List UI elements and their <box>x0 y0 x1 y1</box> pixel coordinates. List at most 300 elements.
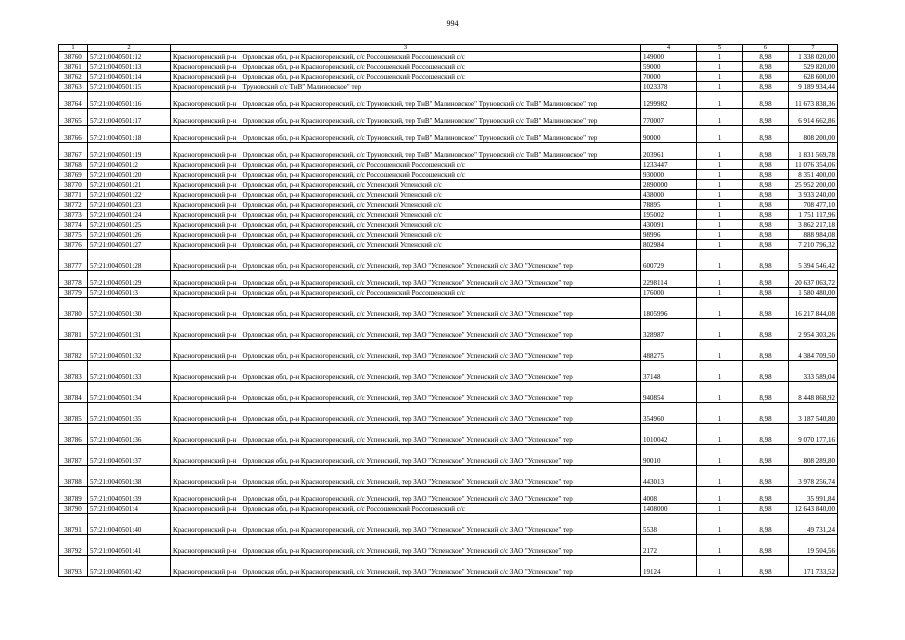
quantity-value: 1 <box>697 556 743 577</box>
region-name: Красногоренский р-н <box>173 436 237 444</box>
cadastral-number: 57:21:0040501:25 <box>88 220 171 230</box>
table-row <box>59 361 838 382</box>
rate-value: 8,98 <box>743 240 789 250</box>
address-text: Орловская обл, р-н Красногоренский, с/с Успенский, тер ЗАО "Успенское" Успенский с/с ЗАО "Успенское" тер <box>242 478 573 486</box>
address-cell <box>171 504 641 514</box>
total-value: 4 384 709,50 <box>789 340 838 361</box>
quantity-value: 1 <box>697 62 743 72</box>
region-name: Красногоренский р-н <box>173 201 237 209</box>
quantity-value: 1 <box>697 298 743 319</box>
quantity-value: 1 <box>697 126 743 143</box>
total-value: 1 831 569,78 <box>789 143 838 160</box>
address-text: Орловская обл, р-н Красногоренский, с/с Успенский, тер ЗАО "Успенское" Успенский с/с ЗАО "Успенское" тер <box>242 495 573 503</box>
table-row <box>59 535 838 556</box>
address-text: Орловская обл, р-н Красногоренский, с/с Успенский Успенский с/с <box>242 231 442 239</box>
cadastral-table <box>58 44 838 577</box>
cadastral-number: 57:21:0040501:24 <box>88 210 171 220</box>
table-row <box>59 92 838 109</box>
area-value: 354960 <box>641 403 697 424</box>
region-name: Красногоренский р-н <box>173 310 237 318</box>
cadastral-number: 57:21:0040501:3 <box>88 288 171 298</box>
header-cell-6: 6 <box>743 45 789 52</box>
row-id: 38761 <box>59 62 88 72</box>
area-value: 940854 <box>641 382 697 403</box>
address-cell <box>171 82 641 92</box>
rate-value: 8,98 <box>743 92 789 109</box>
address-text: Орловская обл, р-н Красногоренский, с/с Успенский, тер ЗАО "Успенское" Успенский с/с ЗАО "Успенское" тер <box>242 352 573 360</box>
table-row <box>59 160 838 170</box>
region-name: Красногоренский р-н <box>173 191 237 199</box>
region-name: Красногоренский р-н <box>173 161 237 169</box>
rate-value: 8,98 <box>743 143 789 160</box>
address-text: Орловская обл, р-н Красногоренский, с/с Успенский Успенский с/с <box>242 221 442 229</box>
address-cell <box>171 445 641 466</box>
table-row <box>59 556 838 577</box>
address-text: Орловская обл, р-н Красногоренский, с/с Россошенский Россошенский с/с <box>242 289 465 297</box>
address-text: Орловская обл, р-н Красногоренский, с/с Россошенский Россошенский с/с <box>242 161 465 169</box>
table-row <box>59 271 838 288</box>
rate-value: 8,98 <box>743 180 789 190</box>
address-cell <box>171 126 641 143</box>
quantity-value: 1 <box>697 382 743 403</box>
table-row <box>59 445 838 466</box>
row-id: 38768 <box>59 160 88 170</box>
cadastral-number: 57:21:0040501:18 <box>88 126 171 143</box>
rate-value: 8,98 <box>743 445 789 466</box>
table-row <box>59 504 838 514</box>
cadastral-number: 57:21:0040501:27 <box>88 240 171 250</box>
cadastral-number: 57:21:0040501:37 <box>88 445 171 466</box>
table-row <box>59 424 838 445</box>
address-text: Орловская обл, р-н Красногоренский, с/с Успенский, тер ЗАО "Успенское" Успенский с/с ЗАО "Успенское" тер <box>242 310 573 318</box>
quantity-value: 1 <box>697 504 743 514</box>
area-value: 19124 <box>641 556 697 577</box>
region-name: Красногоренский р-н <box>173 134 237 142</box>
cadastral-number: 57:21:0040501:40 <box>88 514 171 535</box>
cadastral-number: 57:21:0040501:14 <box>88 72 171 82</box>
quantity-value: 1 <box>697 230 743 240</box>
area-value: 600729 <box>641 250 697 271</box>
row-id: 38785 <box>59 403 88 424</box>
rate-value: 8,98 <box>743 52 789 62</box>
region-name: Красногоренский р-н <box>173 241 237 249</box>
total-value: 5 394 546,42 <box>789 250 838 271</box>
rate-value: 8,98 <box>743 504 789 514</box>
region-name: Красногоренский р-н <box>173 394 237 402</box>
table-row <box>59 109 838 126</box>
row-id: 38788 <box>59 466 88 487</box>
total-value: 25 952 200,00 <box>789 180 838 190</box>
rate-value: 8,98 <box>743 160 789 170</box>
address-text: Орловская обл, р-н Красногоренский, с/с Россошенский Россошенский с/с <box>242 53 465 61</box>
rate-value: 8,98 <box>743 298 789 319</box>
address-text: Орловская обл, р-н Красногоренский, с/с Успенский, тер ЗАО "Успенское" Успенский с/с ЗАО "Успенское" тер <box>242 279 573 287</box>
address-cell <box>171 361 641 382</box>
table-row <box>59 220 838 230</box>
rate-value: 8,98 <box>743 230 789 240</box>
region-name: Красногоренский р-н <box>173 526 237 534</box>
cadastral-number: 57:21:0040501:22 <box>88 190 171 200</box>
table-row <box>59 514 838 535</box>
rate-value: 8,98 <box>743 220 789 230</box>
area-value: 78895 <box>641 200 697 210</box>
quantity-value: 1 <box>697 160 743 170</box>
header-cell-3: 3 <box>171 45 641 52</box>
total-value: 19 504,56 <box>789 535 838 556</box>
row-id: 38769 <box>59 170 88 180</box>
address-text: Орловская обл, р-н Красногоренский, с/с Успенский Успенский с/с <box>242 201 442 209</box>
area-value: 70000 <box>641 72 697 82</box>
area-value: 5538 <box>641 514 697 535</box>
rate-value: 8,98 <box>743 190 789 200</box>
cadastral-number: 57:21:0040501:32 <box>88 340 171 361</box>
table-row <box>59 126 838 143</box>
header-cell-4: 4 <box>641 45 697 52</box>
area-value: 4008 <box>641 487 697 504</box>
row-id: 38783 <box>59 361 88 382</box>
row-id: 38780 <box>59 298 88 319</box>
row-id: 38763 <box>59 82 88 92</box>
quantity-value: 1 <box>697 403 743 424</box>
cadastral-number: 57:21:0040501:23 <box>88 200 171 210</box>
header-cell-7: 7 <box>789 45 838 52</box>
table-row <box>59 487 838 504</box>
table-row <box>59 52 838 62</box>
total-value: 808 200,00 <box>789 126 838 143</box>
address-cell <box>171 403 641 424</box>
table-row <box>59 340 838 361</box>
cadastral-number: 57:21:0040501:17 <box>88 109 171 126</box>
row-id: 38787 <box>59 445 88 466</box>
address-cell <box>171 170 641 180</box>
total-value: 628 600,00 <box>789 72 838 82</box>
cadastral-number: 57:21:0040501:16 <box>88 92 171 109</box>
area-value: 149000 <box>641 52 697 62</box>
quantity-value: 1 <box>697 424 743 445</box>
cadastral-number: 57:21:0040501:36 <box>88 424 171 445</box>
address-text: Орловская обл, р-н Красногоренский, с/с Россошенский Россошенский с/с <box>242 505 465 513</box>
cadastral-number: 57:21:0040501:12 <box>88 52 171 62</box>
region-name: Красногоренский р-н <box>173 53 237 61</box>
address-text: Орловская обл, р-н Красногоренский, с/с Успенский, тер ЗАО "Успенское" Успенский с/с ЗАО "Успенское" тер <box>242 331 573 339</box>
rate-value: 8,98 <box>743 319 789 340</box>
row-id: 38782 <box>59 340 88 361</box>
cadastral-number: 57:21:0040501:38 <box>88 466 171 487</box>
quantity-value: 1 <box>697 220 743 230</box>
area-value: 1233447 <box>641 160 697 170</box>
quantity-value: 1 <box>697 82 743 92</box>
table-row <box>59 319 838 340</box>
table-row <box>59 200 838 210</box>
table-row <box>59 190 838 200</box>
region-name: Красногоренский р-н <box>173 373 237 381</box>
quantity-value: 1 <box>697 445 743 466</box>
row-id: 38762 <box>59 72 88 82</box>
address-cell <box>171 382 641 403</box>
address-text: Орловская обл, р-н Красногоренский, с/с Успенский Успенский с/с <box>242 181 442 189</box>
address-cell <box>171 109 641 126</box>
table-row <box>59 72 838 82</box>
header-cell-1: 1 <box>59 45 88 52</box>
region-name: Красногоренский р-н <box>173 262 237 270</box>
cadastral-number: 57:21:0040501:35 <box>88 403 171 424</box>
header-cell-5: 5 <box>697 45 743 52</box>
table-row <box>59 288 838 298</box>
total-value: 3 933 240,00 <box>789 190 838 200</box>
quantity-value: 1 <box>697 535 743 556</box>
address-cell <box>171 288 641 298</box>
rate-value: 8,98 <box>743 361 789 382</box>
region-name: Красногоренский р-н <box>173 478 237 486</box>
address-text: Орловская обл, р-н Красногоренский, с/с Успенский Успенский с/с <box>242 211 442 219</box>
address-cell <box>171 514 641 535</box>
cadastral-number: 57:21:0040501:26 <box>88 230 171 240</box>
total-value: 3 978 256,74 <box>789 466 838 487</box>
address-cell <box>171 271 641 288</box>
quantity-value: 1 <box>697 514 743 535</box>
address-cell <box>171 424 641 445</box>
rate-value: 8,98 <box>743 72 789 82</box>
address-cell <box>171 230 641 240</box>
cadastral-number: 57:21:0040501:33 <box>88 361 171 382</box>
address-text: Орловская обл, р-н Красногоренский, с/с Успенский, тер ЗАО "Успенское" Успенский с/с ЗАО "Успенское" тер <box>242 547 573 555</box>
address-cell <box>171 180 641 190</box>
address-text: Орловская обл, р-н Красногоренский, с/с Успенский, тер ЗАО "Успенское" Успенский с/с ЗАО "Успенское" тер <box>242 436 573 444</box>
address-text: Орловская обл, р-н Красногоренский, с/с Труновский, тер ТнВ" Малиновское" Труновский с/с ТнВ" Малиновское" тер <box>242 151 598 159</box>
address-cell <box>171 190 641 200</box>
region-name: Красногоренский р-н <box>173 83 237 91</box>
row-id: 38765 <box>59 109 88 126</box>
quantity-value: 1 <box>697 210 743 220</box>
table-row <box>59 143 838 160</box>
region-name: Красногоренский р-н <box>173 171 237 179</box>
row-id: 38781 <box>59 319 88 340</box>
table-row <box>59 382 838 403</box>
address-cell <box>171 143 641 160</box>
region-name: Красногоренский р-н <box>173 73 237 81</box>
area-value: 59000 <box>641 62 697 72</box>
total-value: 1 580 480,00 <box>789 288 838 298</box>
row-id: 38770 <box>59 180 88 190</box>
row-id: 38790 <box>59 504 88 514</box>
area-value: 176000 <box>641 288 697 298</box>
address-text: Орловская обл, р-н Красногоренский, с/с Россошенский Россошенский с/с <box>242 171 465 179</box>
area-value: 90010 <box>641 445 697 466</box>
quantity-value: 1 <box>697 240 743 250</box>
total-value: 808 289,80 <box>789 445 838 466</box>
area-value: 430091 <box>641 220 697 230</box>
cadastral-number: 57:21:0040501:20 <box>88 170 171 180</box>
total-value: 171 733,52 <box>789 556 838 577</box>
rate-value: 8,98 <box>743 466 789 487</box>
cadastral-number: 57:21:0040501:28 <box>88 250 171 271</box>
area-value: 1010042 <box>641 424 697 445</box>
quantity-value: 1 <box>697 288 743 298</box>
total-value: 9 070 177,16 <box>789 424 838 445</box>
region-name: Красногоренский р-н <box>173 352 237 360</box>
total-value: 11 673 838,36 <box>789 92 838 109</box>
rate-value: 8,98 <box>743 62 789 72</box>
quantity-value: 1 <box>697 319 743 340</box>
total-value: 333 589,04 <box>789 361 838 382</box>
cadastral-number: 57:21:0040501:13 <box>88 62 171 72</box>
address-cell <box>171 160 641 170</box>
cadastral-number: 57:21:0040501:41 <box>88 535 171 556</box>
area-value: 770007 <box>641 109 697 126</box>
address-text: Орловская обл, р-н Красногоренский, с/с Успенский, тер ЗАО "Успенское" Успенский с/с ЗАО "Успенское" тер <box>242 568 573 576</box>
total-value: 11 076 354,06 <box>789 160 838 170</box>
address-cell <box>171 556 641 577</box>
quantity-value: 1 <box>697 340 743 361</box>
cadastral-number: 57:21:0040501:31 <box>88 319 171 340</box>
region-name: Красногоренский р-н <box>173 568 237 576</box>
region-name: Красногоренский р-н <box>173 221 237 229</box>
region-name: Красногоренский р-н <box>173 505 237 513</box>
address-cell <box>171 92 641 109</box>
table-row <box>59 230 838 240</box>
table-row <box>59 62 838 72</box>
area-value: 37148 <box>641 361 697 382</box>
row-id: 38771 <box>59 190 88 200</box>
address-text: Орловская обл, р-н Красногоренский, с/с Успенский, тер ЗАО "Успенское" Успенский с/с ЗАО "Успенское" тер <box>242 526 573 534</box>
quantity-value: 1 <box>697 271 743 288</box>
row-id: 38786 <box>59 424 88 445</box>
quantity-value: 1 <box>697 72 743 82</box>
quantity-value: 1 <box>697 466 743 487</box>
area-value: 802984 <box>641 240 697 250</box>
address-cell <box>171 210 641 220</box>
quantity-value: 1 <box>697 143 743 160</box>
total-value: 6 914 662,86 <box>789 109 838 126</box>
address-text: Орловская обл, р-н Красногоренский, с/с Успенский Успенский с/с <box>242 241 442 249</box>
row-id: 38791 <box>59 514 88 535</box>
table-row <box>59 180 838 190</box>
cadastral-number: 57:21:0040501:42 <box>88 556 171 577</box>
row-id: 38775 <box>59 230 88 240</box>
address-text: Труновский с/с ТнВ" Малиновское" тер <box>242 83 362 91</box>
region-name: Красногоренский р-н <box>173 331 237 339</box>
region-name: Красногоренский р-н <box>173 289 237 297</box>
rate-value: 8,98 <box>743 556 789 577</box>
cadastral-number: 57:21:0040501:2 <box>88 160 171 170</box>
rate-value: 8,98 <box>743 487 789 504</box>
rate-value: 8,98 <box>743 382 789 403</box>
address-cell <box>171 240 641 250</box>
region-name: Красногоренский р-н <box>173 63 237 71</box>
header-row <box>59 45 838 52</box>
rate-value: 8,98 <box>743 535 789 556</box>
address-cell <box>171 340 641 361</box>
area-value: 328987 <box>641 319 697 340</box>
rate-value: 8,98 <box>743 271 789 288</box>
row-id: 38772 <box>59 200 88 210</box>
row-id: 38793 <box>59 556 88 577</box>
cadastral-number: 57:21:0040501:21 <box>88 180 171 190</box>
rate-value: 8,98 <box>743 82 789 92</box>
area-value: 195002 <box>641 210 697 220</box>
row-id: 38792 <box>59 535 88 556</box>
rate-value: 8,98 <box>743 514 789 535</box>
cadastral-number: 57:21:0040501:15 <box>88 82 171 92</box>
table-row <box>59 170 838 180</box>
total-value: 16 217 844,08 <box>789 298 838 319</box>
address-text: Орловская обл, р-н Красногоренский, с/с Труновский, тер ТнВ" Малиновское" Труновский с/с ТнВ" Малиновское" тер <box>242 117 598 125</box>
region-name: Красногоренский р-н <box>173 457 237 465</box>
quantity-value: 1 <box>697 92 743 109</box>
total-value: 8 448 868,92 <box>789 382 838 403</box>
area-value: 1299982 <box>641 92 697 109</box>
address-text: Орловская обл, р-н Красногоренский, с/с Успенский, тер ЗАО "Успенское" Успенский с/с ЗАО "Успенское" тер <box>242 394 573 402</box>
address-text: Орловская обл, р-н Красногоренский, с/с Успенский Успенский с/с <box>242 191 442 199</box>
quantity-value: 1 <box>697 180 743 190</box>
rate-value: 8,98 <box>743 340 789 361</box>
cadastral-number: 57:21:0040501:19 <box>88 143 171 160</box>
row-id: 38776 <box>59 240 88 250</box>
cadastral-number: 57:21:0040501:4 <box>88 504 171 514</box>
total-value: 35 991,84 <box>789 487 838 504</box>
quantity-value: 1 <box>697 200 743 210</box>
total-value: 7 210 796,32 <box>789 240 838 250</box>
area-value: 1805996 <box>641 298 697 319</box>
table-row <box>59 466 838 487</box>
quantity-value: 1 <box>697 190 743 200</box>
table-row <box>59 82 838 92</box>
address-cell <box>171 298 641 319</box>
region-name: Красногоренский р-н <box>173 495 237 503</box>
header-cell-2: 2 <box>88 45 171 52</box>
address-text: Орловская обл, р-н Красногоренский, с/с Успенский, тер ЗАО "Успенское" Успенский с/с ЗАО "Успенское" тер <box>242 415 573 423</box>
table-row <box>59 210 838 220</box>
address-cell <box>171 250 641 271</box>
rate-value: 8,98 <box>743 288 789 298</box>
address-cell <box>171 466 641 487</box>
area-value: 488275 <box>641 340 697 361</box>
table-row <box>59 240 838 250</box>
table-row <box>59 298 838 319</box>
total-value: 20 637 063,72 <box>789 271 838 288</box>
cadastral-number: 57:21:0040501:39 <box>88 487 171 504</box>
address-cell <box>171 220 641 230</box>
total-value: 12 643 840,00 <box>789 504 838 514</box>
region-name: Красногоренский р-н <box>173 415 237 423</box>
quantity-value: 1 <box>697 170 743 180</box>
rate-value: 8,98 <box>743 109 789 126</box>
page-number: 994 <box>446 19 459 28</box>
row-id: 38779 <box>59 288 88 298</box>
address-text: Орловская обл, р-н Красногоренский, с/с Успенский, тер ЗАО "Успенское" Успенский с/с ЗАО "Успенское" тер <box>242 457 573 465</box>
total-value: 708 477,10 <box>789 200 838 210</box>
address-cell <box>171 72 641 82</box>
total-value: 49 731,24 <box>789 514 838 535</box>
quantity-value: 1 <box>697 250 743 271</box>
total-value: 529 820,00 <box>789 62 838 72</box>
total-value: 888 984,08 <box>789 230 838 240</box>
rate-value: 8,98 <box>743 403 789 424</box>
rate-value: 8,98 <box>743 126 789 143</box>
region-name: Красногоренский р-н <box>173 100 237 108</box>
address-cell <box>171 535 641 556</box>
address-text: Орловская обл, р-н Красногоренский, с/с Труновский, тер ТнВ" Малиновское" Труновский с/с ТнВ" Малиновское" тер <box>242 134 598 142</box>
quantity-value: 1 <box>697 361 743 382</box>
row-id: 38774 <box>59 220 88 230</box>
area-value: 203961 <box>641 143 697 160</box>
region-name: Красногоренский р-н <box>173 151 237 159</box>
rate-value: 8,98 <box>743 424 789 445</box>
total-value: 1 751 117,96 <box>789 210 838 220</box>
row-id: 38764 <box>59 92 88 109</box>
table-row <box>59 250 838 271</box>
total-value: 3 187 540,80 <box>789 403 838 424</box>
